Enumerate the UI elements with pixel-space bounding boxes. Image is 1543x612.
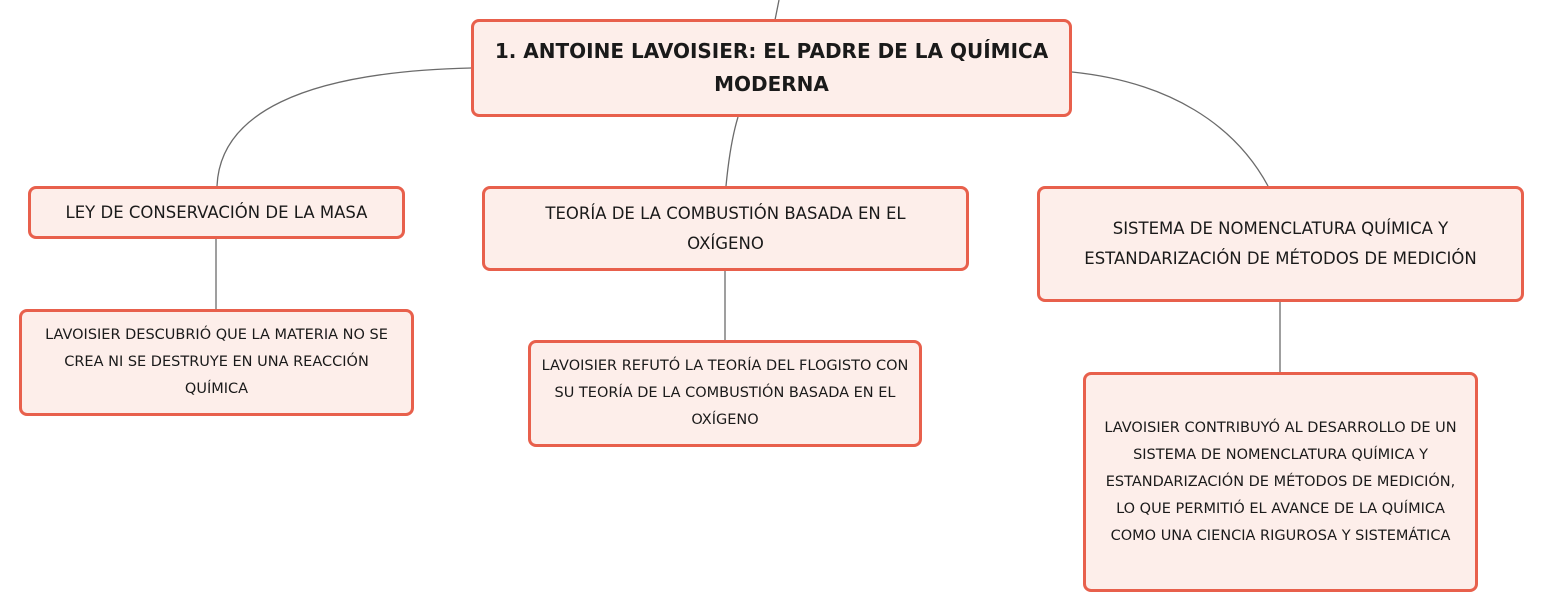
root-topic-label: 1. ANTOINE LAVOISIER: EL PADRE DE LA QUÍMICA MODERNA	[494, 39, 1049, 96]
topic-node-combustion-theory[interactable]	[482, 186, 969, 271]
connector-root-to-mass-law	[217, 68, 471, 186]
topic-label-combustion-theory: TEORÍA DE LA COMBUSTIÓN BASADA EN EL OXÍGENO	[545, 203, 906, 253]
detail-node-nomenclature-system[interactable]	[1083, 372, 1478, 592]
root-topic-node[interactable]	[471, 19, 1072, 117]
topic-node-mass-law[interactable]	[28, 186, 405, 239]
detail-label-mass-law: LAVOISIER DESCUBRIÓ QUE LA MATERIA NO SE CREA NI SE DESTRUYE EN UNA REACCIÓN QUÍMICA	[45, 327, 388, 397]
detail-node-mass-law[interactable]	[19, 309, 414, 416]
detail-node-combustion-theory[interactable]	[528, 340, 922, 447]
topic-node-nomenclature-system[interactable]	[1037, 186, 1524, 302]
detail-label-nomenclature-system: LAVOISIER CONTRIBUYÓ AL DESARROLLO DE UN SISTEMA DE NOMENCLATURA QUÍMICA Y ESTANDARIZACIÓN DE MÉTODOS DE MEDICIÓN, LO QUE PERMITIÓ EL AVANCE DE LA QUÍMICA COMO UNA CIENCIA RIGUROSA Y SISTEMÁTICA	[1104, 419, 1457, 544]
detail-label-combustion-theory: LAVOISIER REFUTÓ LA TEORÍA DEL FLOGISTO CON SU TEORÍA DE LA COMBUSTIÓN BASADA EN EL OXÍGENO	[541, 358, 909, 428]
connector-root-to-combustion-theory	[726, 117, 738, 186]
topic-label-mass-law: LEY DE CONSERVACIÓN DE LA MASA	[65, 202, 368, 222]
connector-root-to-nomenclature-system	[1072, 72, 1268, 186]
connector-root-to-parent	[775, 0, 779, 20]
topic-label-nomenclature-system: SISTEMA DE NOMENCLATURA QUÍMICA Y ESTANDARIZACIÓN DE MÉTODOS DE MEDICIÓN	[1084, 219, 1477, 268]
